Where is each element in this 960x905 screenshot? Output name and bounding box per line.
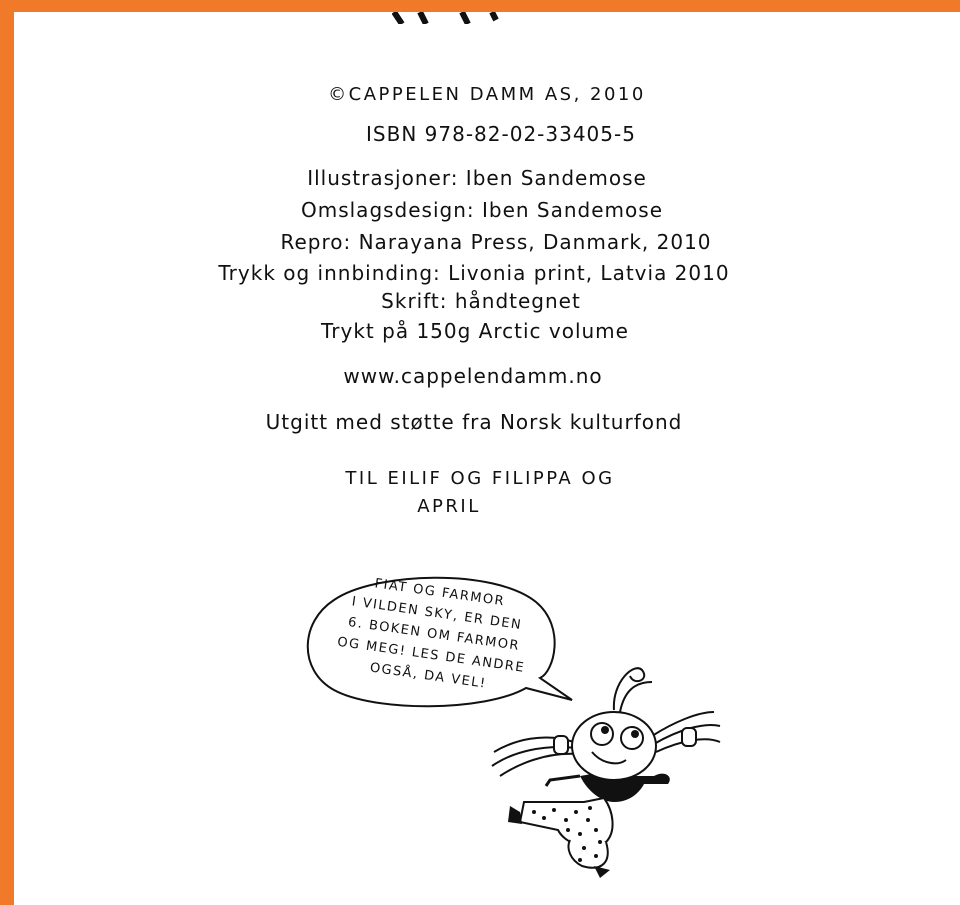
speech-bubble-text: FIAT OG FARMOR I VILDEN SKY, ER DEN 6. BOKEN OM FARMOR OG MEG! LES DE ANDRE OGSÅ, DA VEL! [336, 576, 526, 692]
book-page [14, 12, 960, 905]
repro-line: Repro: Narayana Press, Danmark, 2010 [280, 230, 712, 254]
copyright-line: ©CAPPELEN DAMM AS, 2010 [328, 84, 646, 105]
dedication-line-2: APRIL [417, 496, 481, 517]
support-line: Utgitt med støtte fra Norsk kulturfond [265, 410, 683, 434]
girl-illustration [484, 652, 744, 882]
paper-line: Trykt på 150g Arctic volume [321, 319, 629, 343]
website-line: www.cappelendamm.no [343, 364, 603, 388]
font-line: Skrift: håndtegnet [381, 289, 581, 313]
print-line: Trykk og innbinding: Livonia print, Latvia 2010 [218, 261, 730, 285]
isbn-line: ISBN 978-82-02-33405-5 [366, 122, 636, 146]
top-edge-marks [392, 12, 532, 24]
dedication-line-1: TIL EILIF OG FILIPPA OG [345, 468, 615, 489]
illustrations-line: Illustrasjoner: Iben Sandemose [307, 166, 647, 190]
cover-design-line: Omslagsdesign: Iben Sandemose [300, 198, 664, 222]
